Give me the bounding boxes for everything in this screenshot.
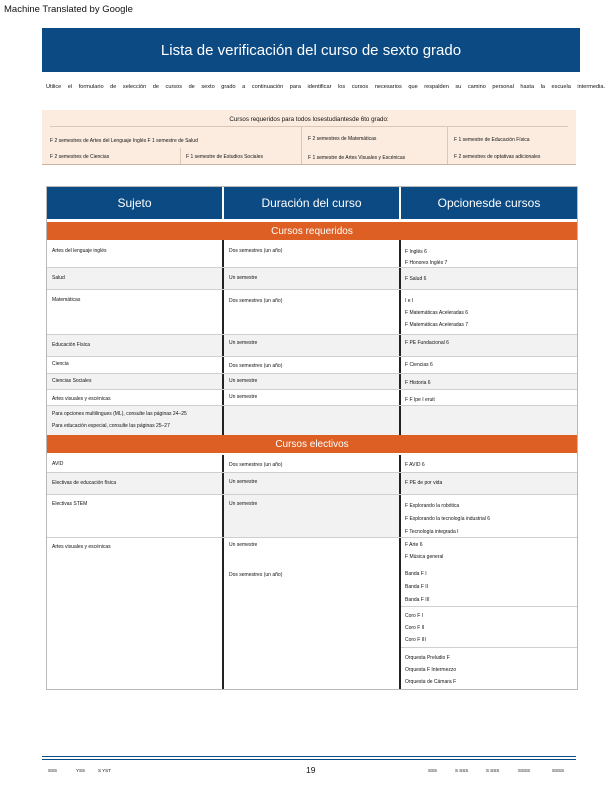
- required-box-title: Cursos requeridos para todos losestudiantesde 6to grado:: [229, 116, 389, 123]
- subject-cell: Electivas STEM: [52, 501, 88, 507]
- option-item: F Inglés 6: [405, 249, 427, 255]
- duration-cell: Dos semestres (un año): [229, 298, 283, 304]
- option-item: F PE de por vida: [405, 480, 443, 486]
- required-item: F 2 semestres de Ciencias: [50, 154, 110, 160]
- option-item: F Salud 6: [405, 276, 427, 282]
- option-item: F Música general: [405, 554, 444, 560]
- option-item: F F Ipe I eruit: [405, 397, 435, 403]
- subject-cell: Ciencia: [52, 361, 69, 367]
- header-subject: Sujeto: [47, 187, 222, 219]
- option-item: F Explorando la tecnología industrial 6: [405, 516, 491, 522]
- subject-cell: Artes del lenguaje inglés: [52, 248, 107, 254]
- required-item: F 2 semestres de Matemáticas: [308, 136, 377, 142]
- option-item: F Historia 6: [405, 380, 431, 386]
- required-item: F 2 semestres de optativas adicionales: [454, 154, 541, 160]
- duration-cell: Un semestre: [229, 479, 258, 485]
- option-item: I e I: [405, 298, 414, 304]
- duration-cell: Dos semestres (un año): [229, 248, 283, 254]
- footer-text: S SSS: [486, 768, 500, 773]
- option-item: F Tecnología integrada I: [405, 529, 459, 535]
- duration-cell: Un semestre: [229, 378, 258, 384]
- option-item: F Matemáticas Aceleradas 6: [405, 310, 469, 316]
- duration-cell: Dos semestres (un año): [229, 363, 283, 369]
- option-item: F Matemáticas Aceleradas 7: [405, 322, 469, 328]
- subject-cell: Educación Física: [52, 342, 91, 348]
- footer-text: S SSS: [455, 768, 469, 773]
- subject-cell: AVID: [52, 461, 64, 467]
- page-number: 19: [306, 765, 316, 775]
- footer-text: SSSS: [552, 768, 565, 773]
- option-item: F Honores Inglés 7: [405, 260, 448, 266]
- required-item: F 1 semestre de Educación Física: [454, 137, 530, 143]
- subject-cell: Salud: [52, 275, 65, 281]
- footer-text: SSS: [428, 768, 438, 773]
- footer-text: SSSS: [518, 768, 531, 773]
- ml-note: Para opciones multilingues (ML), consulte las páginas 24–25: [52, 411, 187, 417]
- header-options: Opcionesde cursos: [401, 187, 577, 219]
- required-item: F 2 semestres de Artes del Lenguaje Inglés F 1 semestre de Salud: [50, 138, 198, 144]
- option-item: F Explorando la robótica: [405, 503, 460, 509]
- option-item: Coro F III: [405, 637, 426, 643]
- option-item: Coro F I: [405, 613, 424, 619]
- option-item: F Ciencias 6: [405, 362, 433, 368]
- option-item: Banda F I: [405, 571, 427, 577]
- subject-cell: Ciencias Sociales: [52, 378, 92, 384]
- duration-cell: Dos semestres (un año): [229, 462, 283, 468]
- section-required: Cursos requeridos: [47, 222, 577, 240]
- subject-cell: Artes visuales y escénicas: [52, 396, 111, 402]
- duration-cell: Un semestre: [229, 542, 258, 548]
- special-ed-note: Para educación especial, consulte las páginas 25–27: [52, 423, 170, 429]
- duration-cell: Un semestre: [229, 501, 258, 507]
- duration-cell: Dos semestres (un año): [229, 572, 283, 578]
- option-item: Coro F II: [405, 625, 425, 631]
- course-table: [46, 186, 578, 690]
- option-item: F PE Fundacional 6: [405, 340, 449, 346]
- intro-text: Utilice el formulario de selección de cursos de sexto grado a continuación para identificar los cursos necesarios que respalden su camino personal hasta la escuela intermedia.: [46, 84, 606, 90]
- duration-cell: Un semestre: [229, 340, 258, 346]
- option-item: Orquesta F Intermezzo: [405, 667, 457, 673]
- required-item: F 1 semestre de Artes Visuales y Escénicas: [308, 155, 406, 161]
- option-item: F Arte 6: [405, 542, 423, 548]
- section-electives: Cursos electivos: [47, 435, 577, 453]
- subject-cell: Artes visuales y escénicas: [52, 544, 111, 550]
- option-item: Orquesta Preludio F: [405, 655, 450, 661]
- option-item: Orquesta de Cámara F: [405, 679, 457, 685]
- footer-text: YSS: [76, 768, 86, 773]
- option-item: Banda F II: [405, 584, 429, 590]
- subject-cell: Electivas de educación física: [52, 480, 117, 486]
- header-duration: Duración del curso: [224, 187, 399, 219]
- footer-text: SSS: [48, 768, 58, 773]
- required-courses-box: [42, 110, 576, 165]
- option-item: F AVID 6: [405, 462, 425, 468]
- subject-cell: Matemáticas: [52, 297, 81, 303]
- footer-text: S YST: [98, 768, 111, 773]
- page-title: Lista de verificación del curso de sexto grado: [42, 28, 580, 72]
- machine-translated-note: Machine Translated by Google: [4, 4, 133, 15]
- required-item: F 1 semestre de Estudios Sociales: [186, 154, 263, 160]
- duration-cell: Un semestre: [229, 394, 258, 400]
- option-item: Banda F III: [405, 597, 430, 603]
- duration-cell: Un semestre: [229, 275, 258, 281]
